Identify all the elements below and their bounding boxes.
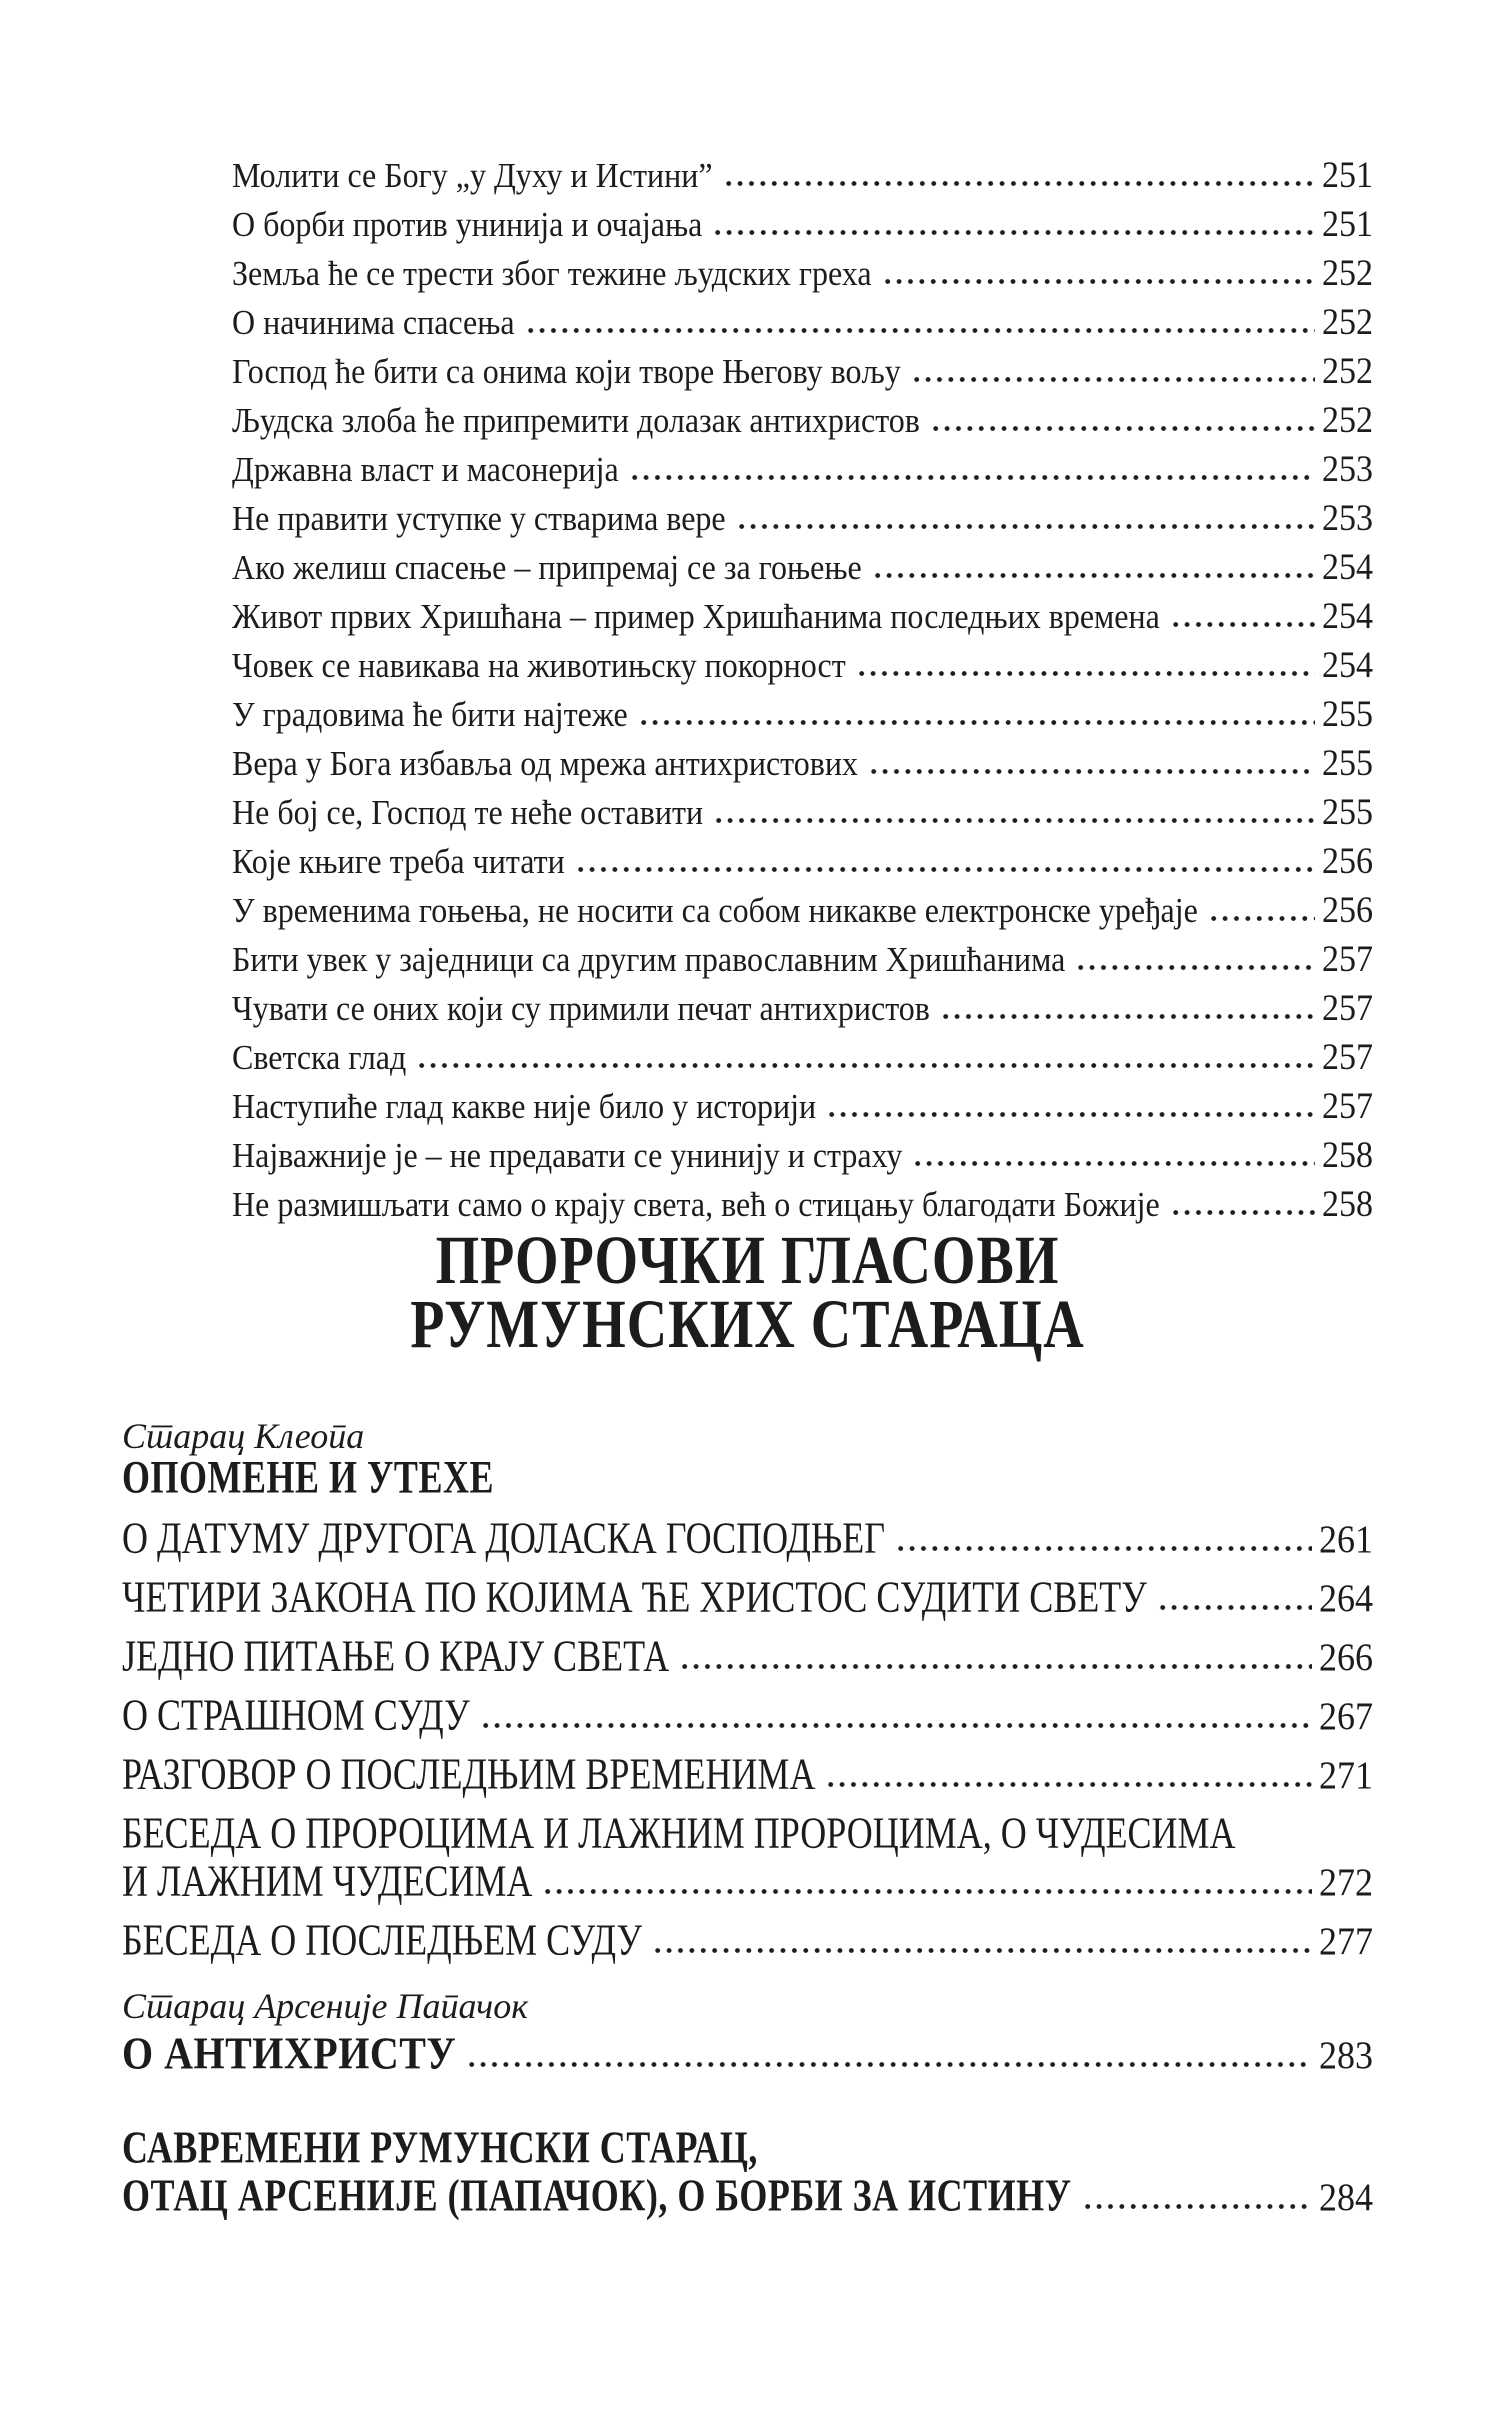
toc-entry-page-number: 257 bbox=[1322, 939, 1373, 980]
dot-leader bbox=[466, 2061, 1312, 2068]
chapter-heading-opomene: ОПОМЕНЕ И УТЕХЕ bbox=[122, 1450, 494, 1503]
part-title-line-2: РУМУНСКИХ СТАРАЦА bbox=[410, 1287, 1085, 1363]
toc-entry-two-line bbox=[122, 1808, 1373, 1907]
dot-leader bbox=[723, 180, 1315, 187]
toc-entry-page-number: 284 bbox=[1319, 2174, 1373, 2219]
toc-entry-page-number: 256 bbox=[1322, 841, 1373, 882]
toc-entry-page-number: 252 bbox=[1322, 351, 1373, 392]
toc-entry-page-number: 251 bbox=[1322, 155, 1373, 196]
toc-entry-page-number: 252 bbox=[1322, 400, 1373, 441]
toc-entry-page-number: 251 bbox=[1322, 204, 1373, 245]
dot-leader bbox=[856, 670, 1315, 677]
toc-entry-page-number: 254 bbox=[1322, 547, 1373, 588]
toc-entry-title: Не размишљати само о крају света, већ о стицању благодати Божије bbox=[232, 1184, 1160, 1224]
toc-entry-page-number: 258 bbox=[1322, 1135, 1373, 1176]
dot-leader bbox=[930, 425, 1315, 432]
dot-leader bbox=[679, 1663, 1312, 1670]
dot-leader bbox=[825, 1781, 1312, 1788]
toc-entry-page-number: 261 bbox=[1319, 1516, 1373, 1561]
toc-entry-title-line-1: БЕСЕДА О ПРОРОЦИМА И ЛАЖНИМ ПРОРОЦИМА, О ЧУДЕСИМА bbox=[122, 1808, 1236, 1858]
toc-entry bbox=[232, 1083, 1373, 1132]
toc-entry bbox=[232, 495, 1373, 544]
dot-leader bbox=[575, 866, 1315, 873]
toc-entry-page-number: 254 bbox=[1322, 596, 1373, 637]
toc-entry bbox=[232, 446, 1373, 495]
toc-entry-title-line-2: ОТАЦ АРСЕНИЈЕ (ПАПАЧОК), О БОРБИ ЗА ИСТИНУ bbox=[122, 2170, 1072, 2221]
toc-entry-antihrist bbox=[122, 2026, 1373, 2081]
toc-entry-title: У градовима ће бити најтеже bbox=[232, 694, 628, 734]
toc-chapter-list bbox=[122, 1513, 1373, 1977]
toc-entry-title: Светска глад bbox=[232, 1037, 407, 1077]
toc-entry bbox=[232, 152, 1373, 201]
dot-leader bbox=[1082, 2203, 1312, 2210]
dot-leader bbox=[638, 719, 1315, 726]
dot-leader bbox=[911, 376, 1315, 383]
toc-entry-title: Најважније је – не предавати се унинију и страху bbox=[232, 1135, 903, 1175]
toc-entry-title: Људска злоба ће припремити долазак антихристов bbox=[232, 400, 920, 440]
dot-leader bbox=[872, 572, 1315, 579]
dot-leader bbox=[1170, 621, 1315, 628]
dot-leader bbox=[1157, 1604, 1312, 1611]
dot-leader bbox=[882, 278, 1315, 285]
toc-entry-page-number: 256 bbox=[1322, 890, 1373, 931]
toc-entry-title: Вера у Бога избавља од мрежа антихристових bbox=[232, 743, 858, 783]
dot-leader bbox=[416, 1062, 1315, 1069]
dot-leader bbox=[940, 1013, 1315, 1020]
toc-entry bbox=[232, 299, 1373, 348]
toc-entry bbox=[232, 838, 1373, 887]
toc-entry-title: Човек се навикава на животињску покорност bbox=[232, 645, 846, 685]
dot-leader bbox=[712, 229, 1315, 236]
part-title-line-1: ПРОРОЧКИ ГЛАСОВИ bbox=[435, 1223, 1060, 1299]
toc-subsection-list bbox=[232, 152, 1373, 1230]
toc-entry-title: Које књиге треба читати bbox=[232, 841, 565, 881]
dot-leader bbox=[868, 768, 1315, 775]
toc-entry-title: Чувати се оних који су примили печат антихристов bbox=[232, 988, 930, 1028]
toc-entry-savremeni bbox=[122, 2122, 1373, 2222]
dot-leader bbox=[652, 1947, 1312, 1954]
toc-entry-page-number: 252 bbox=[1322, 253, 1373, 294]
dot-leader bbox=[1170, 1209, 1315, 1216]
toc-entry bbox=[232, 887, 1373, 936]
toc-entry bbox=[232, 789, 1373, 838]
toc-entry bbox=[232, 1132, 1373, 1181]
dot-leader bbox=[1075, 964, 1315, 971]
toc-entry-page-number: 252 bbox=[1322, 302, 1373, 343]
toc-entry-title-line-1: САВРЕМЕНИ РУМУНСКИ СТАРАЦ, bbox=[122, 2122, 758, 2173]
toc-entry-title: О борби против унинија и очајања bbox=[232, 204, 703, 244]
toc-entry-title: Наступиће глад какве није било у историји bbox=[232, 1086, 817, 1126]
dot-leader bbox=[895, 1545, 1312, 1552]
toc-entry bbox=[122, 1749, 1373, 1800]
dot-leader bbox=[542, 1888, 1312, 1895]
toc-entry-title: У временима гоњења, не носити са собом никакве електронске уређаје bbox=[232, 890, 1198, 930]
dot-leader bbox=[912, 1160, 1315, 1167]
toc-entry-title: БЕСЕДА О ПОСЛЕДЊЕМ СУДУ bbox=[122, 1915, 642, 1965]
toc-entry-page-number: 257 bbox=[1322, 1086, 1373, 1127]
toc-entry-page-number: 257 bbox=[1322, 988, 1373, 1029]
toc-entry bbox=[232, 201, 1373, 250]
part-title bbox=[122, 1223, 1373, 1363]
dot-leader bbox=[1208, 915, 1315, 922]
elder-name-cleopa: Старац Клеопа bbox=[122, 1416, 365, 1456]
toc-entry-page-number: 264 bbox=[1319, 1575, 1373, 1620]
toc-entry bbox=[122, 1631, 1373, 1682]
toc-entry-page-number: 253 bbox=[1322, 498, 1373, 539]
toc-entry-title: О СТРАШНОМ СУДУ bbox=[122, 1690, 470, 1740]
toc-entry-title: ЧЕТИРИ ЗАКОНА ПО КОЈИМА ЋЕ ХРИСТОС СУДИТИ СВЕТУ bbox=[122, 1572, 1147, 1622]
toc-entry-title: ЈЕДНО ПИТАЊЕ О КРАЈУ СВЕТА bbox=[122, 1631, 670, 1681]
toc-entry-page-number: 258 bbox=[1322, 1184, 1373, 1225]
toc-entry-title: Живот првих Хришћана – пример Хришћанима последњих времена bbox=[232, 596, 1160, 636]
toc-entry bbox=[232, 985, 1373, 1034]
toc-entry-title-line-2: И ЛАЖНИМ ЧУДЕСИМА bbox=[122, 1856, 533, 1906]
dot-leader bbox=[525, 327, 1315, 334]
toc-entry bbox=[122, 1513, 1373, 1564]
toc-entry-title: Ако желиш спасење – припремај се за гоњење bbox=[232, 547, 862, 587]
toc-entry-page-number: 254 bbox=[1322, 645, 1373, 686]
toc-entry bbox=[232, 1034, 1373, 1083]
toc-entry-title: Молити се Богу „у Духу и Истини” bbox=[232, 155, 713, 195]
toc-entry bbox=[232, 544, 1373, 593]
toc-entry-page-number: 266 bbox=[1319, 1634, 1373, 1679]
toc-entry-title: Не бој се, Господ те неће оставити bbox=[232, 792, 704, 832]
toc-entry bbox=[122, 1690, 1373, 1741]
toc-entry-title: О АНТИХРИСТУ bbox=[122, 2026, 457, 2079]
toc-entry bbox=[232, 691, 1373, 740]
toc-entry-title: Државна власт и масонерија bbox=[232, 449, 619, 489]
toc-entry-page-number: 271 bbox=[1319, 1752, 1373, 1797]
toc-entry-page-number: 272 bbox=[1319, 1859, 1373, 1904]
toc-entry-page-number: 255 bbox=[1322, 743, 1373, 784]
toc-entry-page-number: 277 bbox=[1319, 1918, 1373, 1963]
toc-entry-page-number: 255 bbox=[1322, 792, 1373, 833]
toc-entry-title: О ДАТУМУ ДРУГОГА ДОЛАСКА ГОСПОДЊЕГ bbox=[122, 1513, 886, 1563]
toc-entry bbox=[232, 250, 1373, 299]
toc-entry bbox=[232, 642, 1373, 691]
toc-entry bbox=[232, 593, 1373, 642]
toc-entry-title: Бити увек у заједници са другим православним Хришћанима bbox=[232, 939, 1066, 979]
toc-entry bbox=[232, 936, 1373, 985]
toc-entry-title: Господ ће бити са онима који творе Његову вољу bbox=[232, 351, 901, 391]
toc-entry-page-number: 253 bbox=[1322, 449, 1373, 490]
toc-entry-title: РАЗГОВОР О ПОСЛЕДЊИМ ВРЕМЕНИМА bbox=[122, 1749, 816, 1799]
dot-leader bbox=[826, 1111, 1315, 1118]
toc-entry bbox=[232, 348, 1373, 397]
toc-entry bbox=[232, 740, 1373, 789]
toc-entry-page-number: 283 bbox=[1319, 2032, 1373, 2077]
toc-entry-title: О начинима спасења bbox=[232, 302, 515, 342]
dot-leader bbox=[736, 523, 1315, 530]
toc-entry-title: Не правити уступке у стварима вере bbox=[232, 498, 726, 538]
toc-entry-page-number: 255 bbox=[1322, 694, 1373, 735]
toc-entry-title: Земља ће се трести због тежине људских греха bbox=[232, 253, 872, 293]
elder-name-arsenije: Старац Арсеније Папачок bbox=[122, 1986, 529, 2026]
toc-entry-page-number: 267 bbox=[1319, 1693, 1373, 1738]
dot-leader bbox=[629, 474, 1315, 481]
toc-entry bbox=[122, 1572, 1373, 1623]
toc-entry-page-number: 257 bbox=[1322, 1037, 1373, 1078]
toc-entry bbox=[232, 397, 1373, 446]
toc-entry bbox=[122, 1915, 1373, 1966]
dot-leader bbox=[480, 1722, 1312, 1729]
dot-leader bbox=[713, 817, 1315, 824]
